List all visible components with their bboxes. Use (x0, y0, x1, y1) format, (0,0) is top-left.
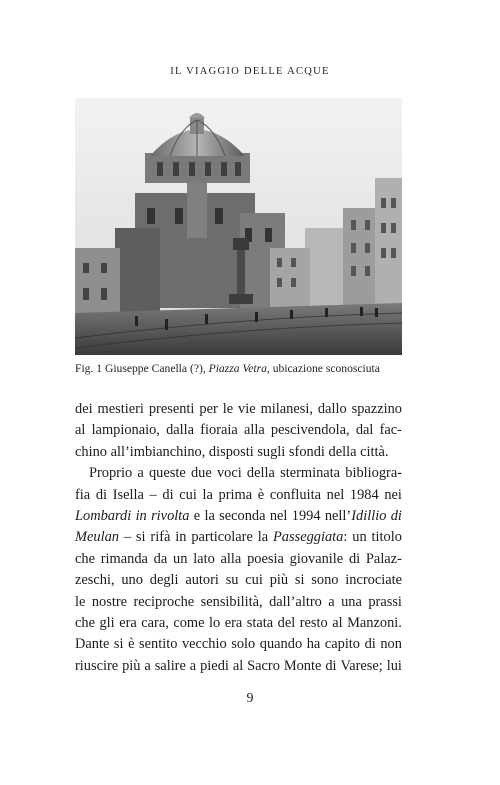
word: seconda (219, 507, 266, 524)
word: fia (75, 486, 91, 503)
text-line (75, 613, 402, 634)
word: dall’altro (269, 593, 322, 610)
word: come (173, 614, 205, 631)
word: milanesi, (260, 401, 313, 417)
word: spazzino (351, 401, 402, 417)
word: sono (311, 572, 339, 589)
word: Sacro (247, 657, 280, 674)
word: autori (185, 572, 219, 589)
word: Passeggiata: (273, 529, 348, 546)
word: fioraia (200, 422, 238, 439)
text-line (75, 570, 402, 591)
word: un (173, 550, 188, 567)
text-line (75, 442, 402, 463)
body-text (75, 399, 402, 677)
word: sensibilità, (200, 593, 263, 610)
word: della (328, 443, 357, 460)
text-line (75, 592, 402, 613)
word: da (153, 550, 168, 567)
word: – (149, 486, 157, 503)
word: Lombardi (75, 507, 132, 524)
word: di (364, 636, 376, 653)
word: incrociate (345, 572, 402, 589)
word: era (224, 614, 243, 631)
word: a (144, 657, 151, 674)
word: lui (386, 657, 402, 674)
word: Meulan (75, 529, 119, 546)
word: particolare (191, 529, 253, 546)
word: di (162, 486, 174, 503)
caption-suffix: , ubicazione sconosciuta (266, 362, 380, 375)
word: che (75, 614, 95, 631)
word: sugli (257, 443, 286, 460)
word: quando (259, 636, 303, 653)
caption-title: Piazza Vetra (208, 362, 267, 375)
word: chino (75, 443, 107, 460)
word: al (332, 614, 343, 631)
word: nel (269, 507, 288, 524)
text-line (75, 634, 402, 655)
word: dalla (166, 422, 195, 439)
word: era (119, 614, 137, 631)
word: su (225, 572, 239, 589)
piazza-vetra-photo (75, 98, 402, 355)
word: lo (209, 614, 221, 631)
word: città. (360, 443, 389, 460)
word: in (175, 529, 187, 546)
word: salire (154, 657, 186, 674)
word: gli (99, 614, 115, 631)
word: resto (299, 614, 328, 631)
word: del (277, 614, 296, 631)
word: a (189, 657, 197, 674)
word: Varese; (340, 657, 383, 674)
word: prima (218, 486, 253, 503)
word: cui (245, 572, 263, 589)
word: la (202, 486, 213, 503)
word: capito (324, 636, 361, 653)
word: la (204, 507, 215, 524)
word: Palaz- (365, 550, 402, 567)
word: stata (246, 614, 274, 631)
word: si (135, 529, 146, 546)
word: Manzoni. (347, 614, 402, 631)
word: queste (148, 465, 186, 482)
word: piedi (200, 657, 229, 674)
word: nel (326, 486, 345, 503)
word: a (137, 465, 144, 482)
word: vecchio (181, 636, 227, 653)
word: un (352, 529, 367, 546)
word: cui (179, 486, 197, 503)
word: vie (238, 401, 256, 417)
word: mestieri (97, 401, 144, 417)
text-line (75, 549, 402, 570)
word: 1984 (349, 486, 379, 503)
word: degli (149, 572, 179, 589)
word: è (257, 486, 265, 503)
word: le (75, 593, 86, 610)
word: dei (75, 401, 93, 417)
caption-prefix: Fig. 1 Giuseppe Canella (?), (75, 362, 209, 375)
word: più (269, 572, 289, 589)
word: si (294, 572, 305, 589)
word: fac- (379, 422, 402, 439)
word: disposti (208, 443, 254, 460)
word: rivolta (151, 507, 190, 524)
word: della (246, 465, 275, 482)
word: la (257, 529, 269, 546)
word: – (123, 529, 132, 546)
word: lampionaio, (91, 422, 160, 439)
word: dal (355, 422, 374, 439)
word: prassi (368, 593, 402, 610)
word: è (128, 636, 135, 653)
word: le (222, 401, 234, 417)
word: cara, (141, 614, 169, 631)
word: riuscire (75, 657, 119, 674)
word: rimanda (100, 550, 148, 567)
text-line (75, 506, 402, 527)
figure-caption (75, 362, 402, 375)
word: più (122, 657, 141, 674)
text-line (75, 420, 402, 441)
word: voci (216, 465, 242, 482)
word: zeschi, (75, 572, 115, 589)
figure-photograph (75, 98, 402, 355)
word: di (325, 657, 337, 674)
word: a (328, 593, 335, 610)
word: di (95, 486, 108, 503)
word: all’imbianchino, (110, 443, 206, 460)
word: non (380, 636, 402, 653)
text-line (75, 527, 402, 548)
word: si (113, 636, 124, 653)
word: che (75, 550, 95, 567)
text-line (75, 656, 402, 677)
word: lato (193, 550, 215, 567)
word: confluita (269, 486, 321, 503)
word: bibliogra- (345, 465, 402, 482)
word: poesia (247, 550, 284, 567)
word: per (199, 401, 218, 417)
text-line (75, 485, 402, 506)
word: solo (231, 636, 256, 653)
word: pescivendola, (270, 422, 350, 439)
word: nei (384, 486, 402, 503)
word: al (75, 422, 86, 439)
word: una (341, 593, 362, 610)
word: presenti (148, 401, 195, 417)
word: di (390, 507, 402, 524)
word: dallo (317, 401, 347, 417)
word: reciproche (133, 593, 195, 610)
word: al (232, 657, 244, 674)
word: alla (220, 550, 242, 567)
word: Isella (112, 486, 144, 503)
word: 1994 (291, 507, 321, 524)
word: in (135, 507, 147, 524)
word: Proprio (89, 465, 133, 482)
text-line (75, 399, 402, 420)
word: uno (121, 572, 143, 589)
word: alla (243, 422, 265, 439)
running-head: IL VIAGGIO DELLE ACQUE (170, 66, 330, 77)
word: nell’Idillio (324, 507, 387, 524)
word: nostre (91, 593, 128, 610)
word: sentito (139, 636, 178, 653)
word: Monte (283, 657, 322, 674)
page-number: 9 (246, 691, 254, 706)
text-line (75, 463, 402, 484)
word: giovanile (289, 550, 344, 567)
word: di (348, 550, 361, 567)
word: due (190, 465, 212, 482)
word: e (193, 507, 201, 524)
word: ha (306, 636, 321, 653)
word: sfondi (288, 443, 325, 460)
word: Dante (75, 636, 110, 653)
word: rifà (150, 529, 171, 546)
word: sterminata (280, 465, 341, 482)
word: titolo (371, 529, 402, 546)
